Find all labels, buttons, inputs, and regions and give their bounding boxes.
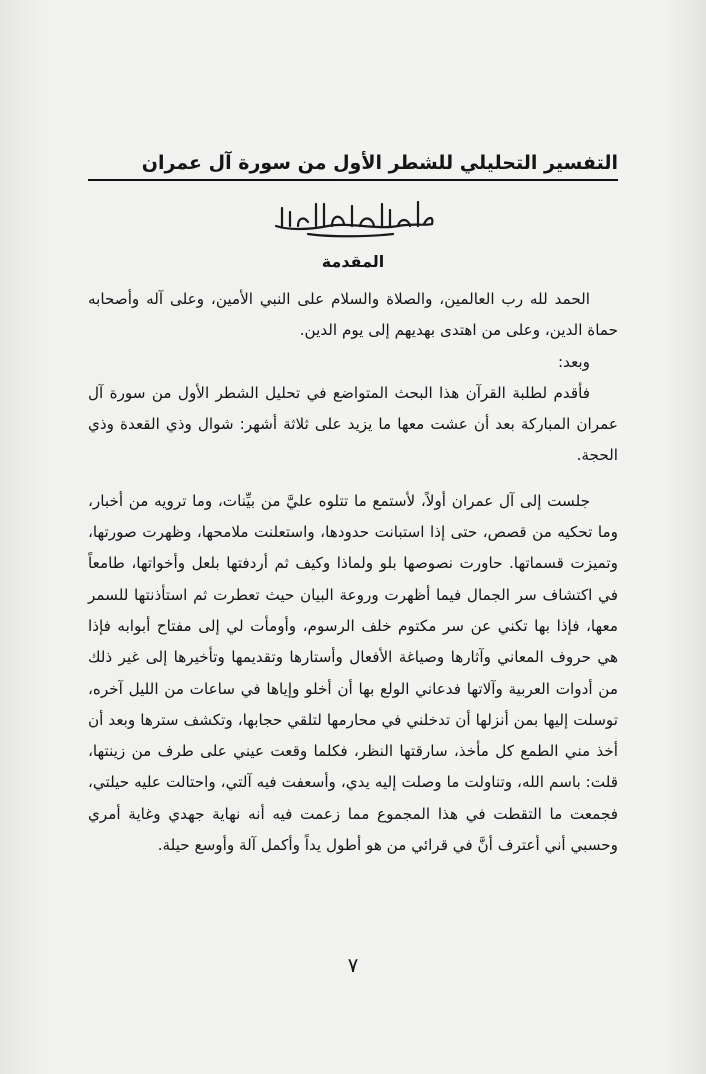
page-number: ٧ (347, 953, 359, 977)
body-text (88, 284, 618, 861)
paragraph-3: فأقدم لطلبة القرآن هذا البحث المتواضع في تحليل الشطر الأول من سورة آل عمران المباركة بعد أن عشت معها ما يزيد على ثلاثة أشهر: شوال وذي القعدة وذي الحجة. (88, 383, 618, 465)
paragraph-1: الحمد لله رب العالمين، والصلاة والسلام على النبي الأمين، وعلى آله وأصحابه حماة الدين، وعلى من اهتدى بهديهم إلى يوم الدين. (88, 290, 618, 340)
paragraph-4: جلست إلى آل عمران أولاً، لأستمع ما تتلوه عليَّ من بيِّنات، وما ترويه من أخبار، وما تحكيه من قصص، حتى إذا استبانت حدودها، واستعلنت ملامحها، وظهرت صورتها، وتميزت قسماتها. حاورت نصوصها بلو ولماذا وكيف ثم أردفتها بلعل وأخواتها، طامعاً في اكتشاف سر الجمال فيما أظهرت وروعة البيان حيث تعطرت ثم استأذنتها للسمر معها، فإذا بها تكني عن سر مكتوم خلف الرسوم، وأومأت لي إلى مفتاح أبوابه فإذا هي حروف المعاني وآثارها وصياغة الأفعال وأستارها وتقديمها وتأخيرها إلى غير ذلك من أدوات العربية وآلاتها فدعاني الولع بها أن أخلو وإياها في ساعات من الليل آخره، توسلت إليها بمن أنزلها أن تدخلني في محارمها لتلقي حجابها، وتكشف سترها وبعد أن أخذ مني الطمع كل مأخذ، سارقتها النظر، فكلما وقعت عيني على طرف من زينتها، قلت: باسم الله، وتناولت ما وصلت إليه يدي، وأسعفت فيه آلتي، واحتالت عليه حيلتي، فجمعت ما التقطت في هذا المجموع مما زعمت فيه أنه نهاية جهدي وغاية أمري وحسبي أني أعترف أنَّ في قرائي من هو أطول يداً وأكمل آلة وأوسع حيلة. (88, 491, 618, 855)
running-head (88, 150, 618, 180)
basmala-calligraphy-graphic (268, 196, 438, 238)
paragraph-2: وبعد: (558, 352, 590, 371)
section-title: المقدمة (321, 252, 385, 271)
running-head-title: التفسير التحليلي للشطر الأول من سورة آل عمران (141, 152, 618, 174)
basmala-text: بسم الله الرحمن الرحيم (347, 220, 359, 221)
running-head-rule (88, 179, 618, 181)
basmala-calligraphy (253, 196, 453, 240)
